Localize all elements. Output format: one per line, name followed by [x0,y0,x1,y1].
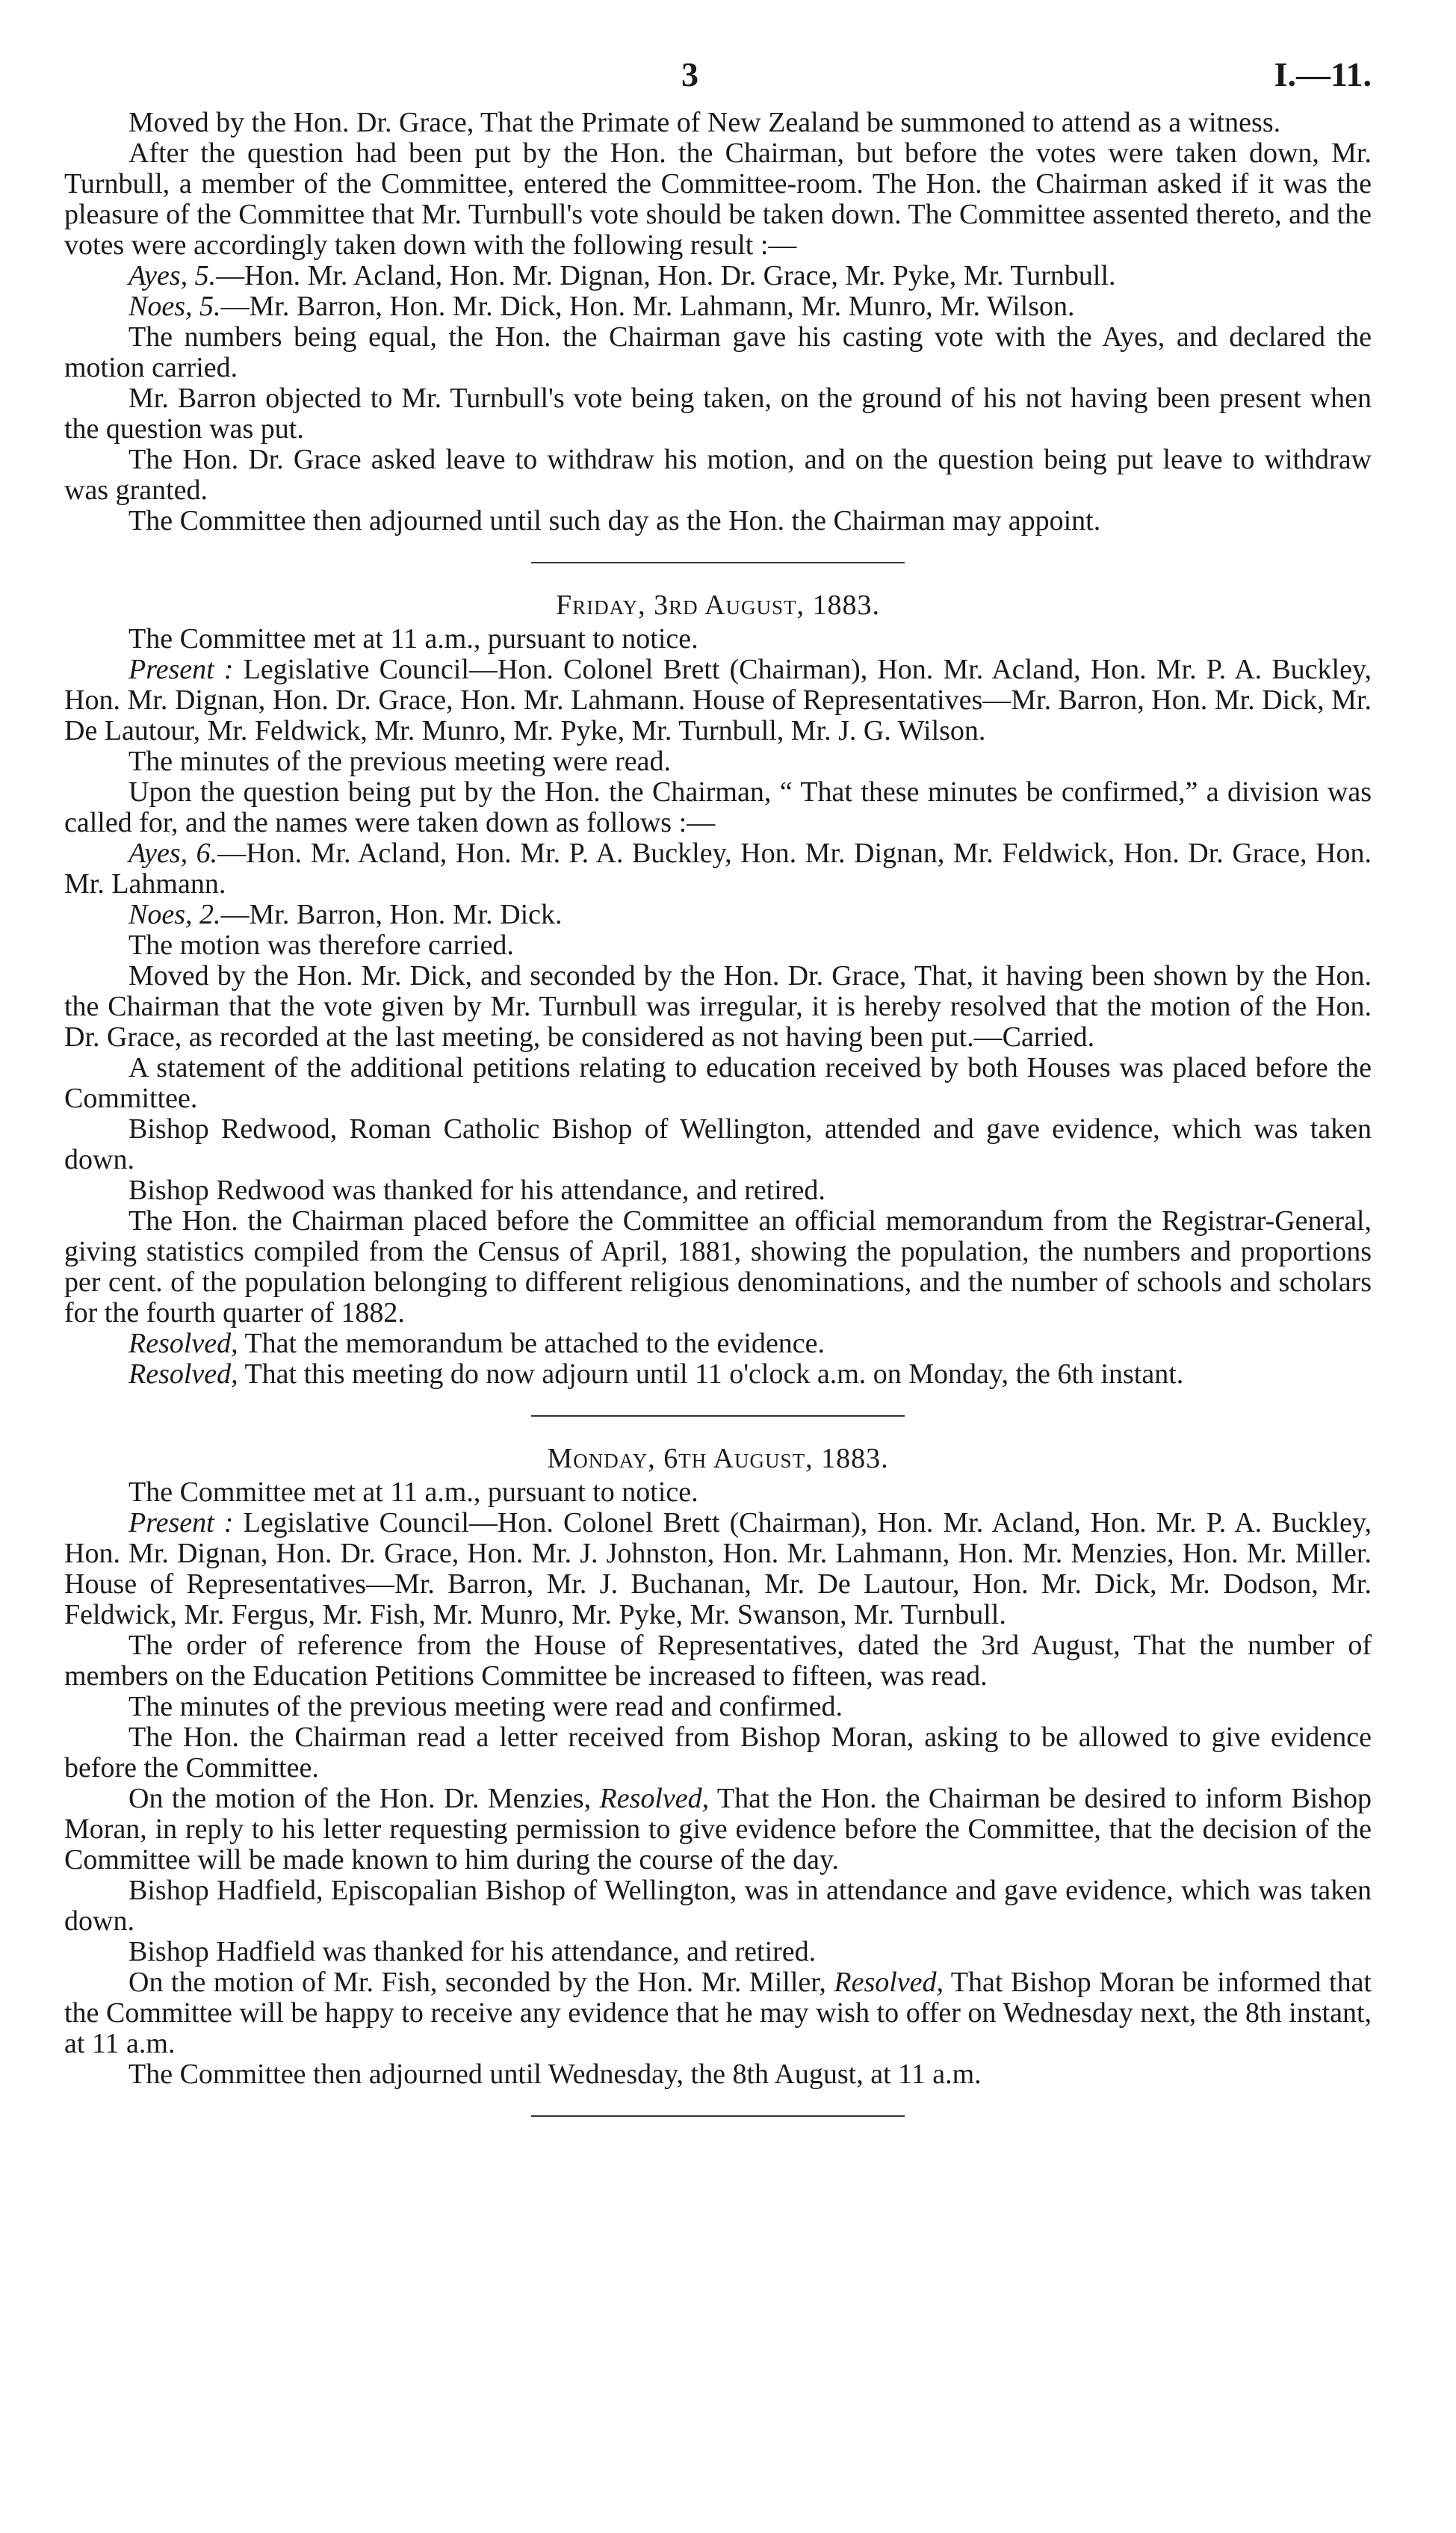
paragraph: Bishop Hadfield was thanked for his attendance, and retired. [128,1936,817,1967]
document-reference: I.—11. [1274,55,1372,93]
noes-names: —Mr. Barron, Hon. Mr. Dick. [220,899,563,930]
paragraph: After the question had been put by the Hon. the Chairman, but before the votes were taken down, Mr. Turnbull, a member of the Committee, entered the Committee-room. The Hon. the Chairman asked if it was the pleasure of the Committee that Mr. Turnbull's vote should be taken down. The Committee assented thereto, and the votes were accordingly taken down with the following result :— [64,137,1372,261]
paragraph: The Hon. Dr. Grace asked leave to withdraw his motion, and on the question being put leave to withdraw was granted. [64,444,1372,506]
resolution-text: That this meeting do now adjourn until 11 o'clock a.m. on Monday, the 6th instant. [238,1358,1184,1390]
paragraph: The Hon. the Chairman read a letter received from Bishop Moran, asking to be allowed to give evidence before the Committee. [64,1722,1372,1784]
session-friday [64,590,1372,1390]
present-line [64,655,1372,746]
paragraph: The Committee then adjourned until such day as the Hon. the Chairman may appoint. [128,505,1101,536]
resolution-text: That the memorandum be attached to the evidence. [238,1328,825,1359]
paragraph: The minutes of the previous meeting were read and confirmed. [128,1691,843,1722]
page-number: 3 [681,55,698,93]
section-divider [531,562,905,563]
present-label: Present : [128,1507,234,1538]
resolved-label: Resolved, [834,1967,944,1998]
ayes-label: Ayes, 6. [128,838,218,869]
resolved-label: Resolved, [599,1783,710,1814]
page-header [64,52,1372,108]
paragraph: Bishop Hadfield, Episcopalian Bishop of Wellington, was in attendance and gave evidence, which was taken down. [64,1875,1372,1937]
present-names: Legislative Council—Hon. Colonel Brett (Chairman), Hon. Mr. Acland, Hon. Mr. P. A. Buckley, Hon. Mr. Dignan, Hon. Dr. Grace, Hon. Mr. J. Johnston, Hon. Mr. Lahmann, Hon. Mr. Menzies, Hon. Mr. Miller. House of Representatives—Mr. Barron, Mr. J. Buchanan, Mr. De Lautour, Hon. Mr. Dick, Mr. Dodson, Mr. Feldwick, Mr. Fergus, Mr. Fish, Mr. Munro, Mr. Pyke, Mr. Swanson, Mr. Turnbull. [64,1507,1372,1630]
ayes-line [64,838,1372,900]
motion-intro: On the motion of the Hon. Dr. Menzies, [128,1783,600,1814]
motion-line [64,1784,1372,1875]
document-page [64,52,1372,2144]
paragraph: The Hon. the Chairman placed before the Committee an official memorandum from the Registrar-General, giving statistics compiled from the Census of April, 1881, showing the population, the numbers and proportions per cent. of the population belonging to different religious denominations, and the number of schools and scholars for the fourth quarter of 1882. [64,1205,1372,1329]
paragraph: Mr. Barron objected to Mr. Turnbull's vote being taken, on the ground of his not having been present when the question was put. [64,383,1372,445]
paragraph: The Committee met at 11 a.m., pursuant to notice. [128,1476,698,1508]
noes-label: Noes, 5. [128,291,221,322]
motion-line [64,1967,1372,2059]
paragraph: Bishop Redwood was thanked for his attendance, and retired. [128,1175,825,1206]
session-continued [64,108,1372,536]
resolution-line [64,1329,1372,1359]
paragraph: The order of reference from the House of Representatives, dated the 3rd August, That the number of members on the Education Petitions Committee be increased to fifteen, was read. [64,1630,1372,1692]
paragraph: Bishop Redwood, Roman Catholic Bishop of Wellington, attended and gave evidence, which was taken down. [64,1113,1372,1175]
paragraph: Upon the question being put by the Hon. the Chairman, “ That these minutes be confirmed,” a division was called for, and the names were taken down as follows :— [64,776,1372,838]
resolution-line [64,1359,1372,1390]
paragraph: The Committee met at 11 a.m., pursuant to notice. [128,623,698,655]
paragraph: Moved by the Hon. Dr. Grace, That the Primate of New Zealand be summoned to attend as a witness. [128,107,1281,138]
paragraph: A statement of the additional petitions relating to education received by both Houses was placed before the Committee. [64,1052,1372,1114]
motion-text: That Bishop Moran be informed that the Committee will be happy to receive any evidence that he may wish to offer on Wednesday next, the 8th instant, at 11 a.m. [64,1967,1372,2059]
paragraph: The numbers being equal, the Hon. the Chairman gave his casting vote with the Ayes, and declared the motion carried. [64,321,1372,383]
ayes-label: Ayes, 5. [128,260,217,291]
noes-label: Noes, 2. [128,899,221,930]
motion-intro: On the motion of Mr. Fish, seconded by the Hon. Mr. Miller, [128,1967,834,1998]
resolved-label: Resolved, [128,1328,238,1359]
session-monday [64,1444,1372,2090]
paragraph: The motion was therefore carried. [128,930,514,961]
session-heading: Friday, 3rd August, 1883. [555,590,880,621]
present-names: Legislative Council—Hon. Colonel Brett (Chairman), Hon. Mr. Acland, Hon. Mr. P. A. Buckley, Hon. Mr. Dignan, Hon. Dr. Grace, Hon. Mr. Lahmann. House of Representatives—Mr. Barron, Hon. Mr. Dick, Mr. De Lautour, Mr. Feldwick, Mr. Munro, Mr. Pyke, Mr. Turnbull, Mr. J. G. Wilson. [64,654,1372,746]
ayes-line [64,261,1372,291]
noes-line [64,291,1372,322]
section-divider [531,1415,905,1417]
session-heading: Monday, 6th August, 1883. [547,1443,889,1474]
noes-line [64,900,1372,930]
present-line [64,1508,1372,1630]
ayes-names: —Hon. Mr. Acland, Hon. Mr. Dignan, Hon. Dr. Grace, Mr. Pyke, Mr. Turnbull. [216,260,1116,291]
noes-names: —Mr. Barron, Hon. Mr. Dick, Hon. Mr. Lahmann, Mr. Munro, Mr. Wilson. [220,291,1075,322]
present-label: Present : [128,654,234,685]
section-divider [531,2115,905,2117]
paragraph: The Committee then adjourned until Wednesday, the 8th August, at 11 a.m. [128,2059,982,2090]
motion-text: That the Hon. the Chairman be desired to inform Bishop Moran, in reply to his letter requesting permission to give evidence before the Committee, that the decision of the Committee will be made known to him during the course of the day. [64,1783,1372,1875]
ayes-names: —Hon. Mr. Acland, Hon. Mr. P. A. Buckley, Hon. Mr. Dignan, Mr. Feldwick, Hon. Dr. Grace, Hon. Mr. Lahmann. [64,838,1372,900]
paragraph: Moved by the Hon. Mr. Dick, and seconded by the Hon. Dr. Grace, That, it having been shown by the Hon. the Chairman that the vote given by Mr. Turnbull was irregular, it is hereby resolved that the motion of the Hon. Dr. Grace, as recorded at the last meeting, be considered as not having been put.—Carried. [64,960,1372,1053]
resolved-label: Resolved, [128,1358,238,1390]
paragraph: The minutes of the previous meeting were read. [128,746,671,777]
